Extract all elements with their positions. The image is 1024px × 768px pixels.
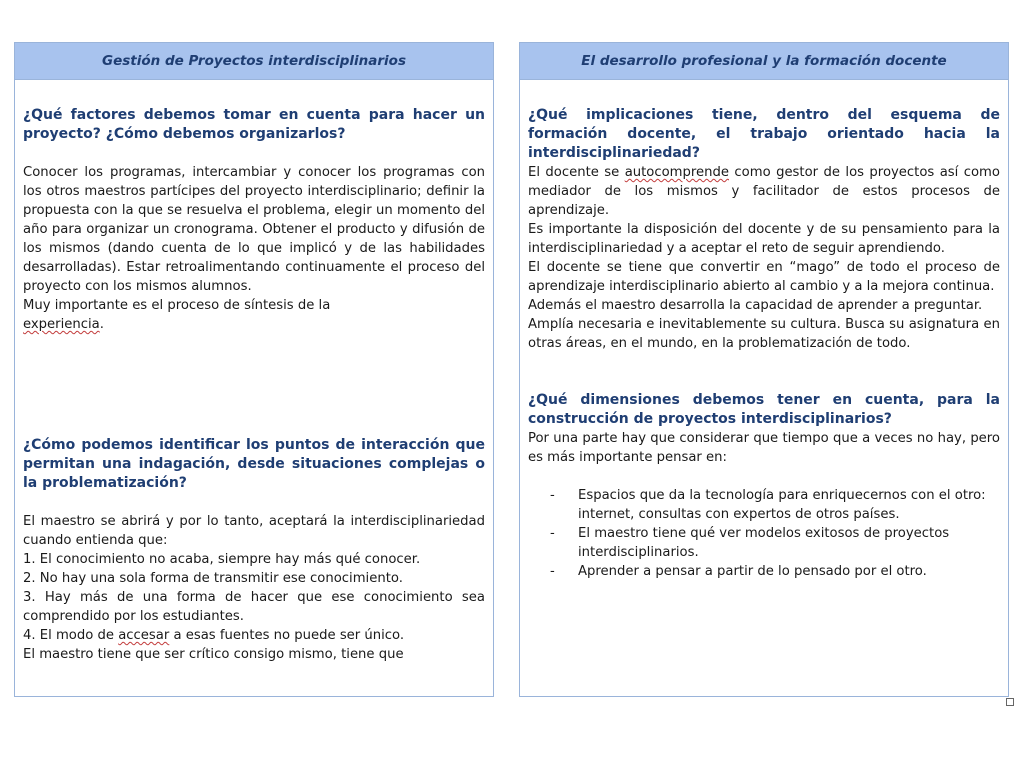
- list-item: - Aprender a pensar a partir de lo pensado por el otro.: [550, 564, 927, 579]
- left-question-1: ¿Qué factores debemos tomar en cuenta para hacer un proyecto? ¿Cómo debemos organizarlos?: [23, 107, 485, 142]
- right-answer-6: Por una parte hay que considerar que tiempo que a veces no hay, pero es más importante pensar en:: [528, 431, 1000, 465]
- right-question-1: ¿Qué implicaciones tiene, dentro del esquema de formación docente, el trabajo orientado hacia la interdisciplinariedad?: [528, 107, 1000, 161]
- right-answer-2: Es importante la disposición del docente y de su pensamiento para la interdisciplinariedad y a aceptar el reto de seguir aprendiendo.: [528, 222, 1000, 256]
- left-answer-2-intro: El maestro se abrirá y por lo tanto, aceptará la interdisciplinariedad cuando entienda que:: [23, 514, 485, 548]
- left-panel-body: [15, 80, 493, 664]
- right-panel-body: [520, 80, 1008, 581]
- left-list-item-4: 4. El modo de accesar a esas fuentes no puede ser único.: [23, 628, 405, 643]
- left-list-item-2: 2. No hay una sola forma de transmitir ese conocimiento.: [23, 571, 403, 586]
- list-item: - Espacios que da la tecnología para enriquecernos con el otro: internet, consultas con expertos de otros países.: [550, 488, 986, 522]
- misspelled-word: experiencia: [23, 317, 100, 332]
- right-bullet-list: [528, 486, 1000, 581]
- right-answer-3: El docente se tiene que convertir en “mago” de todo el proceso de aprendizaje interdisciplinario abierto al cambio y a la mejora continua.: [528, 260, 1000, 294]
- left-answer-2-tail: El maestro tiene que ser crítico consigo mismo, tiene que: [23, 647, 404, 662]
- dash-bullet: -: [550, 488, 555, 503]
- list-item: - El maestro tiene qué ver modelos exitosos de proyectos interdisciplinarios.: [550, 526, 950, 560]
- dash-bullet: -: [550, 564, 555, 579]
- left-list-item-1: 1. El conocimiento no acaba, siempre hay más qué conocer.: [23, 552, 421, 567]
- right-panel: [519, 42, 1009, 697]
- misspelled-word: accesar: [118, 628, 170, 643]
- right-answer-5: Amplía necesaria e inevitablemente su cultura. Busca su asignatura en otras áreas, en el mundo, en la problematización de todo.: [528, 317, 1000, 351]
- resize-handle[interactable]: [1006, 698, 1014, 706]
- left-question-2: ¿Cómo podemos identificar los puntos de interacción que permitan una indagación, desde situaciones complejas o la problematización?: [23, 437, 485, 491]
- left-panel-title: Gestión de Proyectos interdisciplinarios: [15, 43, 493, 80]
- right-answer-4: Además el maestro desarrolla la capacidad de aprender a preguntar.: [528, 298, 983, 313]
- right-panel-title: El desarrollo profesional y la formación docente: [520, 43, 1008, 80]
- left-panel: [14, 42, 494, 697]
- left-answer-1: Conocer los programas, intercambiar y conocer los programas con los otros maestros partícipes del proyecto interdisciplinario; definir la propuesta con la que se resuelva el problema, elegir un momento del año para organizar un cronograma. Obtener el producto y difusión de los mismos (dando cuenta de lo que implicó y de las habilidades desarrolladas). Estar retroalimentando continuamente el proceso del proyecto con los mismos alumnos.: [23, 165, 485, 294]
- left-answer-1b: Muy importante es el proceso de síntesis de la experiencia.: [23, 298, 331, 332]
- right-answer-1: El docente se autocomprende como gestor de los proyectos así como mediador de los mismos y facilitador de estos procesos de aprendizaje.: [528, 165, 1000, 218]
- right-question-2: ¿Qué dimensiones debemos tener en cuenta, para la construcción de proyectos interdisciplinarios?: [528, 392, 1000, 427]
- left-list-item-3: 3. Hay más de una forma de hacer que ese conocimiento sea comprendido por los estudiantes.: [23, 590, 485, 624]
- dash-bullet: -: [550, 526, 555, 541]
- misspelled-word: autocomprende: [624, 165, 729, 180]
